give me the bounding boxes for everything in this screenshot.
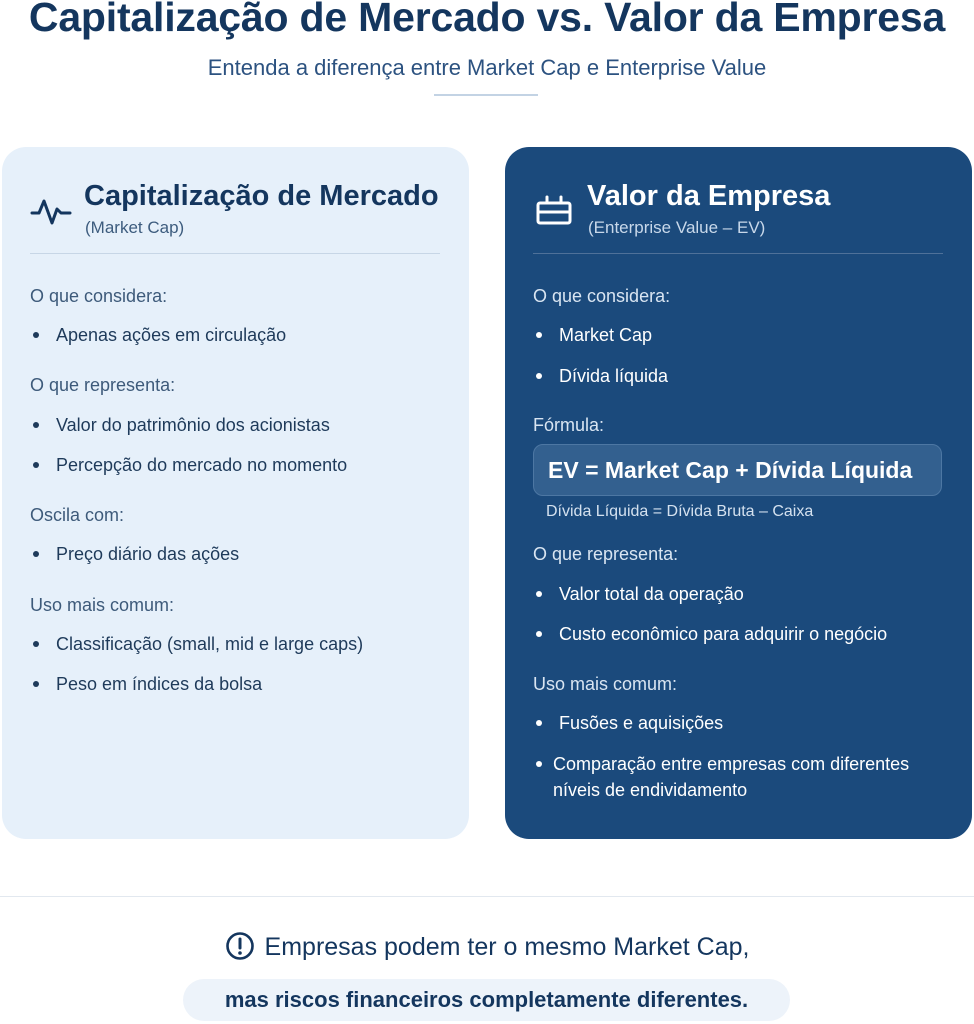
card-divider	[30, 253, 440, 254]
enterprise-value-card	[505, 147, 972, 839]
list-item-text: Custo econômico para adquirir o negócio	[559, 624, 888, 644]
list-item-text: Apenas ações em circulação	[56, 325, 287, 345]
bullet-dot	[536, 761, 542, 767]
list-item-text: Classificação (small, mid e large caps)	[56, 634, 364, 654]
section-label: O que representa:	[30, 375, 176, 395]
bullet-dot	[33, 551, 39, 557]
list-item-text: Fusões e aquisições	[559, 713, 724, 733]
list-item-text: Valor do patrimônio dos acionistas	[56, 415, 330, 435]
bullet-dot	[536, 591, 542, 597]
bullet-dot	[33, 332, 39, 338]
alert-circle-icon	[225, 931, 255, 961]
bullet-dot	[33, 462, 39, 468]
bullet-dot	[33, 681, 39, 687]
page-title: Capitalização de Mercado vs. Valor da Empresa	[28, 0, 946, 40]
market-cap-subtitle: (Market Cap)	[85, 218, 185, 237]
activity-pulse-icon	[30, 189, 72, 231]
title-divider	[434, 94, 538, 96]
footer-highlight	[183, 979, 790, 1021]
footer-statement	[0, 931, 974, 962]
list-item-text: Comparação entre empresas com diferentes níveis de endividamento	[553, 754, 910, 800]
footer-statement-text: Empresas podem ter o mesmo Market Cap,	[264, 933, 750, 961]
market-cap-card	[2, 147, 469, 839]
formula-note: Dívida Líquida = Dívida Bruta – Caixa	[546, 503, 814, 520]
bullet-dot	[33, 641, 39, 647]
market-cap-title: Capitalização de Mercado	[84, 180, 439, 212]
section-label: O que considera:	[30, 286, 168, 306]
list-item-text: Dívida líquida	[559, 366, 669, 386]
bullet-dot	[536, 373, 542, 379]
bullet-dot	[536, 720, 542, 726]
formula-box	[533, 444, 942, 496]
bullet-dot	[536, 631, 542, 637]
section-label: O que considera:	[533, 286, 671, 306]
list-item-text: Percepção do mercado no momento	[56, 455, 348, 475]
briefcase-icon	[533, 189, 575, 231]
section-label: Uso mais comum:	[30, 595, 175, 615]
section-label: Oscila com:	[30, 505, 125, 525]
enterprise-value-title: Valor da Empresa	[587, 180, 831, 212]
bullet-dot	[536, 332, 542, 338]
list-item-text: Peso em índices da bolsa	[56, 674, 263, 694]
formula-text: EV = Market Cap + Dívida Líquida	[548, 457, 913, 483]
section-label: Uso mais comum:	[533, 674, 678, 694]
footer-divider	[0, 896, 974, 897]
bullet-dot	[33, 422, 39, 428]
list-item-text: Market Cap	[559, 325, 653, 345]
list-item-text: Valor total da operação	[559, 584, 744, 604]
formula-label: Fórmula:	[533, 415, 605, 435]
footer-highlight-text: mas riscos financeiros completamente diferentes.	[224, 987, 749, 1012]
card-divider	[533, 253, 943, 254]
section-label: O que representa:	[533, 544, 679, 564]
enterprise-value-subtitle: (Enterprise Value – EV)	[588, 218, 766, 237]
page-subtitle: Entenda a diferença entre Market Cap e Enterprise Value	[207, 55, 767, 80]
list-item-text: Preço diário das ações	[56, 544, 240, 564]
